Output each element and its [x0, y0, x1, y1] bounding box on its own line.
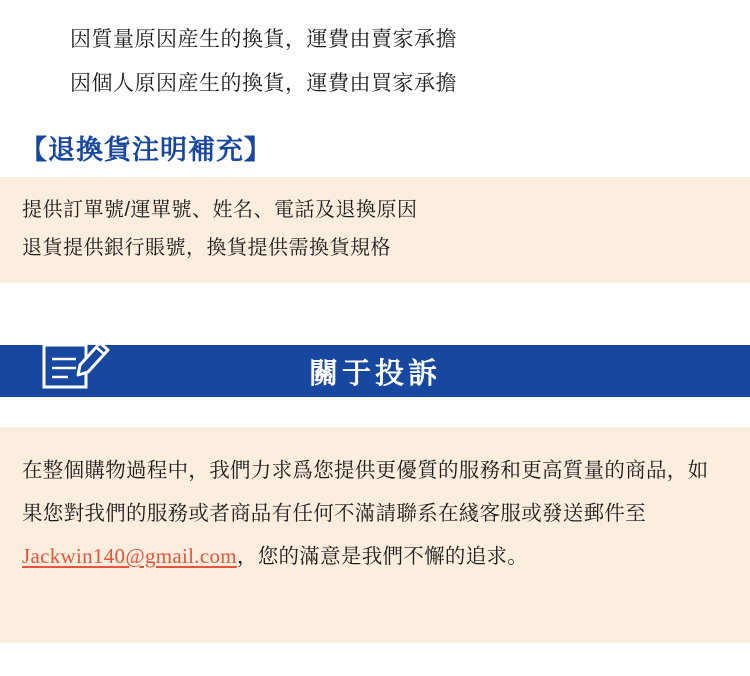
- support-email-link[interactable]: Jackwin140@gmail.com: [22, 544, 237, 568]
- complaint-banner-title: 關于投訴: [308, 357, 441, 390]
- complaint-text-after-email: ，您的滿意是我們不懈的追求。: [236, 545, 529, 568]
- notes-line-2: 退貨提供銀行賬號，換貨提供需換貨規格: [22, 237, 391, 259]
- complaint-text-block: [0, 427, 750, 643]
- notes-block: [0, 177, 750, 283]
- complaint-paragraph: [22, 449, 728, 578]
- notes-line-1: 提供訂單號/運單號、姓名、電話及退換原因: [22, 199, 418, 221]
- return-policy-line-1: 因質量原因産生的換貨，運費由賣家承擔: [70, 28, 457, 51]
- return-policy-line-2: 因個人原因産生的換貨，運費由買家承擔: [70, 72, 457, 95]
- return-policy-lines: [0, 0, 750, 106]
- pencil-note-icon: [36, 335, 110, 397]
- notes-heading: 【退換貨注明補充】: [20, 135, 272, 165]
- complaint-banner-bar: [0, 345, 750, 397]
- complaint-text-before-email: 在整個購物過程中，我們力求爲您提供更優質的服務和更高質量的商品，如果您對我們的服務或者商品有任何不滿請聯系在綫客服或發送郵件至: [22, 459, 709, 525]
- complaint-banner: [0, 335, 750, 397]
